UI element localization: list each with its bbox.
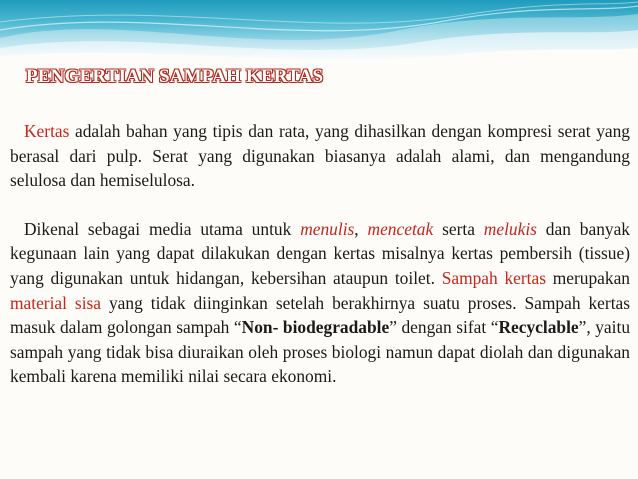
text-span: ,: [354, 218, 368, 239]
slide-title: PENGERTIAN SAMPAH KERTAS: [26, 66, 324, 87]
slide-body: [10, 119, 630, 389]
term-sampah-kertas: Sampah kertas: [441, 267, 546, 288]
wave-graphic: [0, 0, 638, 62]
paragraph-definition: [10, 119, 630, 193]
term-recyclable: Recyclable: [498, 317, 579, 338]
text-span: merupakan: [546, 267, 631, 288]
term-menulis: menulis: [300, 218, 355, 239]
term-mencetak: mencetak: [367, 218, 434, 239]
decorative-wave-banner: [0, 0, 638, 62]
term-material-sisa: material sisa: [10, 292, 102, 313]
term-melukis: melukis: [483, 218, 537, 239]
text-span: serta: [433, 218, 484, 239]
term-non-biodegradable: Non- biodegradable: [241, 317, 390, 338]
text-span: dan banyak kegunaan lain yang dapat dilakukan dengan kertas misalnya kertas pembersih (tissue) yang digunakan untuk hidangan, kebersihan ataupun toilet.: [10, 218, 631, 288]
term-kertas: Kertas: [24, 121, 70, 141]
text-span: Dikenal sebagai media utama untuk: [24, 218, 301, 239]
text-span: adalah bahan yang tipis dan rata, yang dihasilkan dengan kompresi serat yang berasal dari pulp. Serat yang digunakan biasanya adalah alami, dan mengandung selulosa dan hemiselulosa.: [10, 121, 630, 191]
text-span: ” dengan sifat “: [389, 317, 499, 338]
text-span: yang tidak diinginkan setelah berakhirnya suatu proses. Sampah kertas masuk dalam golongan sampah “: [10, 292, 631, 338]
paragraph-usage: [10, 217, 630, 389]
text-span: ”, yaitu sampah yang tidak bisa diuraikan oleh proses biologi namun dapat diolah dan digunakan kembali karena memiliki nilai secara ekonomi.: [10, 317, 631, 387]
